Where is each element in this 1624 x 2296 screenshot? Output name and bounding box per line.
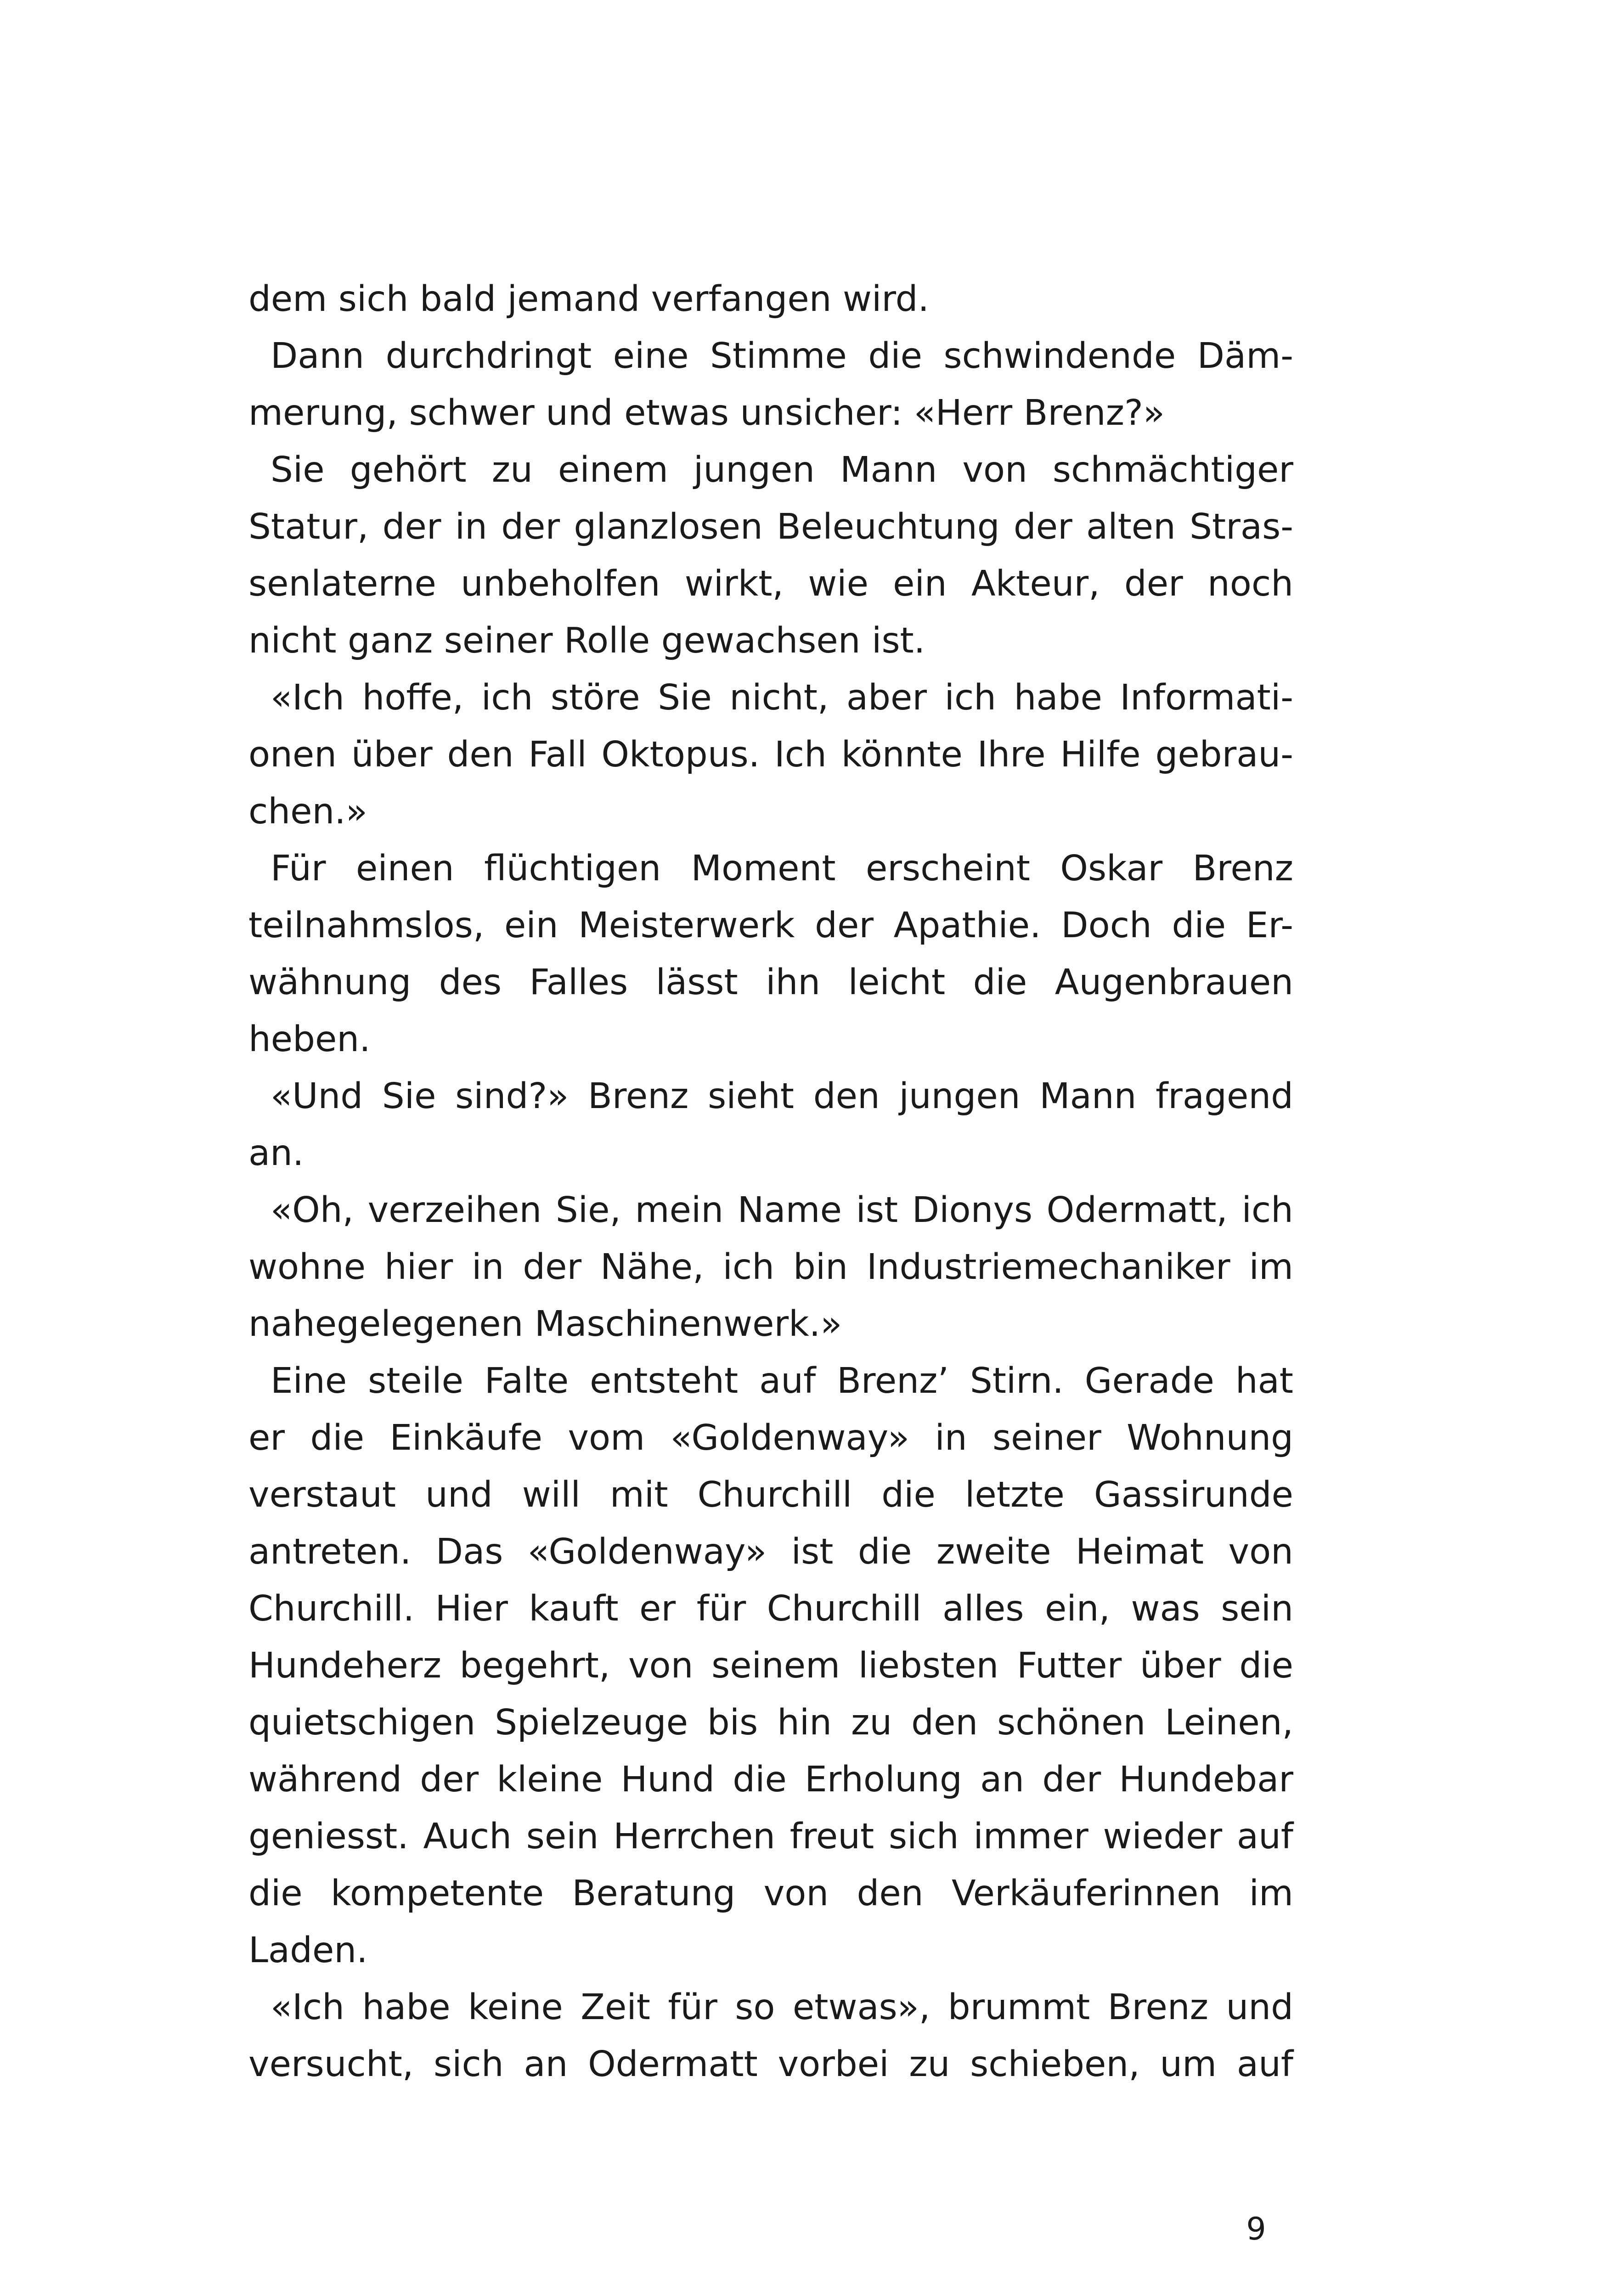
text-line: wähnung des Falles lässt ihn leicht die Augenbrauen bbox=[248, 962, 1293, 1003]
text-line: geniesst. Auch sein Herrchen freut sich immer wieder auf bbox=[248, 1816, 1293, 1857]
text-line: versucht, sich an Odermatt vorbei zu schieben, um auf bbox=[248, 2044, 1293, 2085]
text-line: teilnahmslos, ein Meisterwerk der Apathie. Doch die Er- bbox=[248, 905, 1293, 946]
text-line: «Ich habe keine Zeit für so etwas», brummt Brenz und bbox=[271, 1987, 1293, 2028]
text-line: antreten. Das «Goldenway» ist die zweite Heimat von bbox=[248, 1531, 1293, 1572]
text-line: er die Einkäufe vom «Goldenway» in seiner Wohnung bbox=[248, 1418, 1293, 1458]
text-line: merung, schwer und etwas unsicher: «Herr Brenz?» bbox=[248, 393, 1165, 433]
text-line: verstaut und will mit Churchill die letzte Gassirunde bbox=[248, 1474, 1293, 1515]
text-line: Dann durchdringt eine Stimme die schwindende Däm- bbox=[271, 336, 1293, 377]
text-line: «Ich hoffe, ich störe Sie nicht, aber ich habe Informati- bbox=[271, 677, 1293, 718]
text-line: Für einen flüchtigen Moment erscheint Oskar Brenz bbox=[271, 848, 1293, 889]
text-line: chen.» bbox=[248, 791, 367, 832]
text-line: dem sich bald jemand verfangen wird. bbox=[248, 279, 930, 320]
body-text bbox=[248, 271, 1293, 2093]
text-line: Eine steile Falte entsteht auf Brenz’ Stirn. Gerade hat bbox=[271, 1361, 1293, 1401]
text-line: Churchill. Hier kauft er für Churchill alles ein, was sein bbox=[248, 1588, 1293, 1629]
text-line: «Oh, verzeihen Sie, mein Name ist Dionys Odermatt, ich bbox=[271, 1190, 1293, 1231]
text-line: während der kleine Hund die Erholung an der Hundebar bbox=[248, 1759, 1293, 1800]
text-line: wohne hier in der Nähe, ich bin Industriemechaniker im bbox=[248, 1247, 1293, 1288]
text-line: nicht ganz seiner Rolle gewachsen ist. bbox=[248, 620, 925, 661]
text-line: Sie gehört zu einem jungen Mann von schmächtiger bbox=[271, 450, 1293, 490]
text-line: Laden. bbox=[248, 1930, 368, 1971]
page-number: 9 bbox=[1246, 2211, 1266, 2247]
text-line: «Und Sie sind?» Brenz sieht den jungen Mann fragend bbox=[271, 1076, 1293, 1117]
text-line: die kompetente Beratung von den Verkäuferinnen im bbox=[248, 1873, 1293, 1914]
text-line: Statur, der in der glanzlosen Beleuchtung der alten Stras- bbox=[248, 506, 1293, 547]
text-line: quietschigen Spielzeuge bis hin zu den schönen Leinen, bbox=[248, 1702, 1293, 1743]
text-line: nahegelegenen Maschinenwerk.» bbox=[248, 1304, 842, 1345]
text-line: an. bbox=[248, 1133, 304, 1174]
text-line: onen über den Fall Oktopus. Ich könnte Ihre Hilfe gebrau- bbox=[248, 734, 1293, 775]
text-line: senlaterne unbeholfen wirkt, wie ein Akteur, der noch bbox=[248, 563, 1293, 604]
text-line: heben. bbox=[248, 1019, 371, 1060]
text-line: Hundeherz begehrt, von seinem liebsten Futter über die bbox=[248, 1645, 1293, 1686]
